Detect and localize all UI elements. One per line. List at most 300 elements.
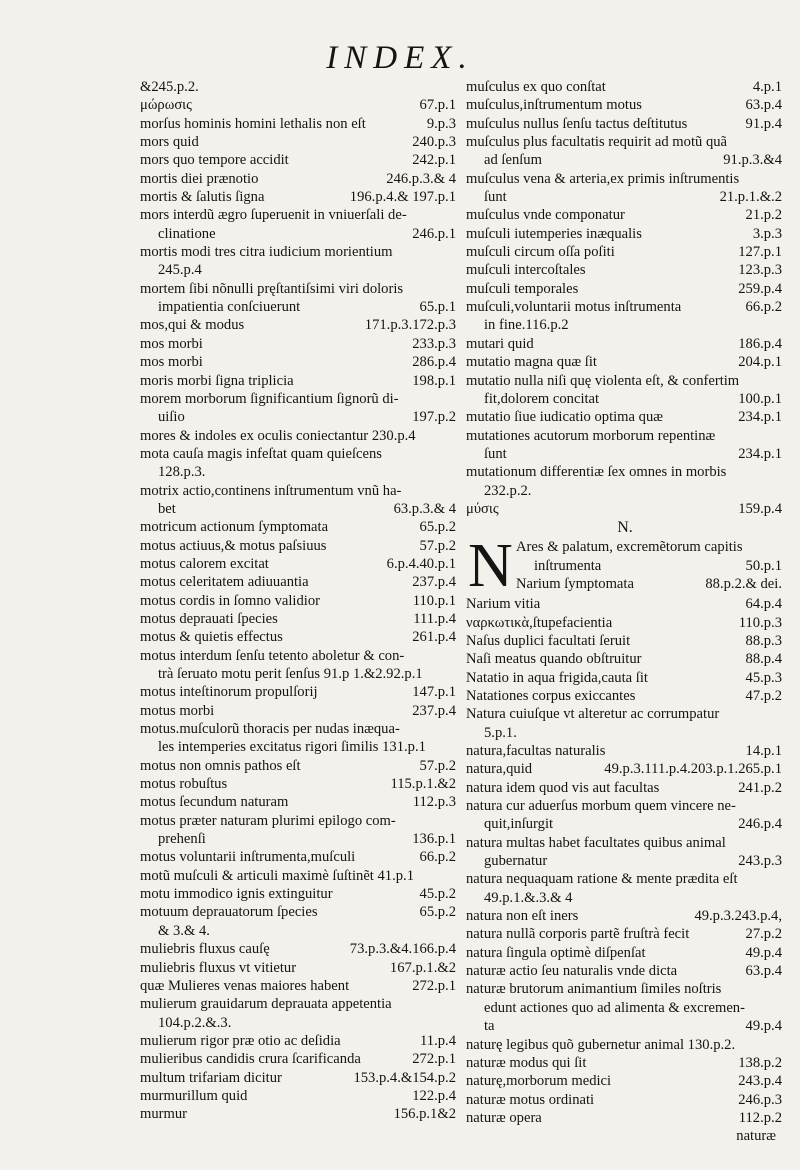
entry-text: μώρωσις [140,97,192,114]
entry-text: muſculi temporales [466,280,579,297]
entry-page-ref: 4.p.1 [752,79,782,95]
entry-text: mulierum grauidarum deprauata appetentia [140,996,392,1013]
index-entry [140,500,458,518]
entry-text: muſculi,voluntarii motus inſtrumenta [466,299,682,316]
entry-text: mos morbi [140,335,203,352]
entry-text: motus calorem excitat [140,555,269,572]
entry-text: prehenſi [158,831,206,848]
entry-text: mutationes acutorum morborum repentinæ [466,427,716,444]
entry-page-ref: 237.p.4 [412,574,456,591]
entry-page-ref: 88.p.2.& dei. [705,575,782,592]
entry-page-ref: 246.p.4 [738,816,782,833]
entry-text: motu immodico ignis extinguitur [140,886,333,903]
entry-page-ref: 167.p.1.&2 [389,959,456,976]
entry-text: &245.p.2. [140,79,199,95]
entry-text: naturę legibus quõ gubernetur animal 130.p.2. [466,1036,736,1053]
entry-text: naturæ opera [466,1109,542,1126]
index-entry [140,793,458,811]
index-entry [466,96,784,114]
index-entry [516,538,784,556]
index-entry [140,427,458,445]
entry-page-ref: 91.p.4 [745,115,782,132]
index-entry [140,757,458,775]
entry-text: fit,dolorem concitat [484,390,600,407]
index-entry [466,614,784,632]
entry-text: natura idem quod vis aut facultas [466,779,660,796]
index-entry [466,78,784,96]
entry-text: muſculus vnde componatur [466,207,625,224]
entry-text: Natationes corpus exiccantes [466,687,636,704]
entry-text: motuum deprauatorum ſpecies [140,904,318,921]
index-entry [466,687,784,705]
entry-page-ref: 138.p.2 [738,1054,782,1071]
entry-page-ref: 110.p.3 [738,614,782,631]
entry-page-ref: 65.p.2 [419,904,456,921]
entry-page-ref: 240.p.3 [412,134,456,151]
entry-text: natura ſingula optimè diſpenſat [466,944,646,961]
index-entry [140,390,458,408]
entry-text: motus & quietis effectus [140,629,283,646]
entry-page-ref: 153.p.4.&154.p.2 [353,1069,456,1086]
entry-text: naturæ brutorum animantium ſimiles noſtris [466,981,722,998]
index-entry [466,852,784,870]
entry-text: motus voluntarii inſtrumenta,muſculi [140,849,356,866]
index-entry [140,775,458,793]
entry-page-ref: 66.p.2 [419,849,456,866]
entry-page-ref: 234.p.1 [738,445,782,462]
index-entry [466,1072,784,1090]
entry-text: quit,inſurgit [484,816,554,833]
entry-text: mortem ſibi nõnulli pręſtantiſsimi viri doloris [140,280,404,297]
entry-text: motrix actio,continens inſtrumentum vnũ ha- [140,482,402,499]
entry-text: muliebris fluxus vt vitietur [140,959,297,976]
entry-text: Narium ſymptomata [516,575,634,592]
index-entry [140,96,458,114]
entry-text: 49.p.1.&.3.& 4 [484,889,573,906]
entry-text: natura,quid [466,761,533,778]
entry-page-ref: 237.p.4 [412,702,456,719]
entry-text: mores & indoles ex oculis coniectantur 230.p.4 [140,427,416,444]
entry-text: motus non omnis pathos eſt [140,757,301,774]
entry-text: Naſus duplici facultati ſeruit [466,632,631,649]
entry-page-ref: 127.p.1 [738,244,782,261]
entry-text: murmurillum quid [140,1087,248,1104]
entry-page-ref: 259.p.4 [738,280,782,297]
entry-text: motus morbi [140,702,215,719]
entry-text: mos,qui & modus [140,317,245,334]
index-entry [140,738,458,756]
entry-text: motus ſecundum naturam [140,794,289,811]
entry-text: mors quo tempore accidit [140,152,289,169]
index-entry [140,280,458,298]
index-entry [466,206,784,224]
index-entry [140,261,458,279]
dropcap-block [466,532,784,601]
right-column [466,78,784,1146]
entry-text: ναρκωτικὰ,ſtupefacientia [466,614,613,631]
index-entry [140,1014,458,1032]
index-entry [466,335,784,353]
index-entry [466,980,784,998]
index-entry [140,885,458,903]
index-entry [466,115,784,133]
entry-text: muliebris fluxus cauſę [140,941,270,958]
index-entry [466,225,784,243]
entry-text: mors interdũ ægro ſuperuenit in vniuerſali de- [140,207,407,224]
entry-text: naturę,morborum medici [466,1073,612,1090]
entry-text: in fine.116.p.2 [484,317,569,334]
index-entry [466,353,784,371]
index-entry [466,595,784,613]
entry-text: mulierum rigor præ otio ac deſidia [140,1032,341,1049]
entry-page-ref: 50.p.1 [745,557,782,574]
entry-text: motus deprauati ſpecies [140,610,278,627]
index-entry [466,261,784,279]
index-entry [140,1050,458,1068]
index-entry [140,592,458,610]
index-entry [466,151,784,169]
index-entry [140,573,458,591]
entry-page-ref: 45.p.3 [745,669,782,686]
index-entry [140,316,458,334]
entry-text: motus inteſtinorum propulſorij [140,684,318,701]
index-entry [466,779,784,797]
entry-page-ref: 272.p.1 [412,1051,456,1068]
entry-page-ref: 261.p.4 [412,629,456,646]
entry-text: motus actiuus,& motus paſsiuus [140,537,327,554]
index-entry [466,298,784,316]
index-entry [466,1091,784,1109]
index-entry [466,316,784,334]
entry-page-ref: 63.p.3.& 4 [393,500,456,517]
index-entry [140,225,458,243]
entry-page-ref: 234.p.1 [738,409,782,426]
index-entry [140,610,458,628]
entry-page-ref: 91.p.3.&4 [723,152,782,169]
entry-page-ref: 65.p.2 [419,519,456,536]
entry-page-ref: 156.p.1&2 [393,1106,456,1123]
entry-text: natura,facultas naturalis [466,743,606,759]
index-entry [140,408,458,426]
entry-page-ref: 63.p.4 [745,963,782,980]
index-entry [140,1105,458,1123]
index-entry [140,518,458,536]
entry-page-ref: 243.p.4 [738,1073,782,1090]
entry-page-ref: 147.p.1 [412,684,456,701]
index-entry [140,335,458,353]
entry-page-ref: 21.p.2 [745,207,782,224]
entry-text: naturæ motus ordinati [466,1091,595,1108]
entry-page-ref: 198.p.1 [412,372,456,389]
entry-text: inſtrumenta [534,557,602,574]
index-entry [466,1054,784,1072]
entry-text: mota cauſa magis infeſtat quam quieſcens [140,445,382,462]
index-entry [466,760,784,778]
entry-text: Natura cuiuſque vt alteretur ac corrumpatur [466,706,720,723]
entry-text: edunt actiones quo ad alimenta & excremen- [484,999,745,1016]
entry-text: mortis modi tres citra iudicium morientium [140,244,393,261]
entry-text: impatientia conſciuerunt [158,299,301,316]
entry-page-ref: 49.p.4 [745,944,782,961]
entry-text: Natatio in aqua frigida,cauta ſit [466,669,648,686]
index-entry [466,133,784,151]
entry-text: mortis diei prænotio [140,170,259,187]
entry-page-ref: 186.p.4 [738,335,782,352]
entry-page-ref: 3.p.3 [752,225,782,242]
entry-text: ad ſenſum [484,152,542,169]
index-entry [466,170,784,188]
entry-page-ref: 204.p.1 [738,354,782,371]
entry-text: Ares & palatum, excremẽtorum capitis [516,539,743,556]
entry-page-ref: 241.p.2 [738,779,782,796]
index-entry [140,482,458,500]
index-entry [466,724,784,742]
entry-page-ref: 88.p.3 [745,632,782,649]
page-title: INDEX. [326,40,474,76]
index-entry [466,188,784,206]
index-entry [140,353,458,371]
entry-page-ref: 64.p.4 [745,596,782,613]
index-entry [140,830,458,848]
entry-page-ref: 111.p.4 [413,610,456,627]
index-entry [140,78,458,96]
entry-page-ref: 21.p.1.&.2 [719,189,782,206]
index-entry [466,889,784,907]
index-entry [466,482,784,500]
entry-text: morſus hominis homini lethalis non eſt [140,115,366,132]
entry-page-ref: 112.p.2 [738,1109,782,1126]
entry-page-ref: 196.p.4.& 197.p.1 [349,189,456,206]
entry-page-ref: 45.p.2 [419,886,456,903]
entry-text: uiſio [158,409,185,426]
entry-page-ref: 65.p.1 [419,299,456,316]
entry-text: muſculus,inſtrumentum motus [466,97,642,114]
index-entry [516,557,784,575]
index-entry [140,206,458,224]
entry-page-ref: 123.p.3 [738,262,782,279]
index-entry [466,669,784,687]
entry-page-ref: 246.p.3.& 4 [386,170,456,187]
entry-text: morem morborum ſignificantium ſignorũ di- [140,390,399,407]
entry-text: mutatio magna quæ ſit [466,354,597,371]
index-entry [466,372,784,390]
entry-text: muſculi iutemperies inæqualis [466,225,642,242]
index-entry [140,940,458,958]
entry-text: multum trifariam dicitur [140,1069,282,1086]
index-entry [466,999,784,1017]
section-letter: N. [617,519,633,537]
index-entry [140,702,458,720]
entry-text: & 3.& 4. [158,922,210,939]
entry-text: mutatio ſiue iudicatio optima quæ [466,409,663,426]
entry-page-ref: 242.p.1 [412,152,456,169]
entry-text: muſculus vena & arteria,ex primis inſtrumentis [466,170,740,187]
entry-page-ref: 49.p.3.243.p.4, [694,908,782,925]
entry-text: μύσις [466,500,499,517]
entry-text: Naſi meatus quando obſtruitur [466,651,642,668]
entry-page-ref: 27.p.2 [745,926,782,943]
index-entry [466,243,784,261]
entry-text: muſculus ex quo conſtat [466,79,606,95]
catchword: naturæ [736,1128,776,1145]
index-entry [466,445,784,463]
index-entry [140,867,458,885]
entry-text: mors quid [140,134,199,151]
index-entry [466,705,784,723]
index-entry [466,944,784,962]
index-entry [140,922,458,940]
entry-text: motricum actionum ſymptomata [140,519,329,536]
entry-page-ref: 49.p.3.111.p.4.203.p.1.265.p.1 [604,761,782,778]
entry-text: natura multas habet facultates quibus animal [466,834,726,851]
entry-text: mos morbi [140,354,203,371]
index-entry [466,815,784,833]
entry-text: natura nequaquam ratione & mente prædita eſt [466,871,738,888]
dropcap-letter: N [468,532,513,601]
index-entry [140,133,458,151]
index-entry [140,537,458,555]
index-entry [466,427,784,445]
index-entry [140,445,458,463]
entry-text: 128.p.3. [158,464,206,481]
index-entry [466,650,784,668]
entry-text: ſunt [484,445,507,462]
entry-text: murmur [140,1106,188,1123]
entry-text: mutari quid [466,335,534,352]
index-entry [140,170,458,188]
index-entry [140,115,458,133]
entry-page-ref: 286.p.4 [412,354,456,371]
entry-page-ref: 9.p.3 [426,115,456,132]
index-entry [140,188,458,206]
entry-page-ref: 14.p.1 [745,743,782,759]
index-entry [140,812,458,830]
index-entry [140,1032,458,1050]
entry-text: muſculi circum oſſa poſiti [466,244,615,261]
index-entry [140,903,458,921]
entry-page-ref: 66.p.2 [745,299,782,316]
entry-text: motus robuſtus [140,776,228,793]
entry-page-ref: 115.p.1.&2 [390,776,456,793]
entry-page-ref: 88.p.4 [745,651,782,668]
entry-page-ref: 246.p.1 [412,225,456,242]
entry-text: motũ muſculi & articuli maximè ſuſtinẽt 41.p.1 [140,867,414,884]
index-entry [466,962,784,980]
index-entry [466,742,784,760]
index-entry [140,243,458,261]
index-entry [466,463,784,481]
index-entry [466,1109,784,1127]
index-entry [466,408,784,426]
entry-text: bet [158,500,176,517]
entry-page-ref: 47.p.2 [745,687,782,704]
entry-text: motus præter naturam plurimi epilogo com- [140,812,396,829]
entry-page-ref: 49.p.4 [745,1018,782,1035]
entry-page-ref: 159.p.4 [738,500,782,517]
entry-page-ref: 110.p.1 [412,592,456,609]
entry-page-ref: 122.p.4 [412,1087,456,1104]
index-entry [466,870,784,888]
entry-text: trà ſeruato motu perit ſenſus 91.p 1.&2.92.p.1 [158,666,423,682]
index-entry [140,372,458,390]
entry-page-ref: 11.p.4 [420,1032,456,1049]
index-entry [140,151,458,169]
entry-text: muſculus nullus ſenſu tactus deſtitutus [466,115,688,132]
entry-page-ref: 6.p.4.40.p.1 [386,555,456,572]
entry-text: motus cordis in ſomno validior [140,592,320,609]
index-entry [466,280,784,298]
entry-text: mulieribus candidis crura ſcarificanda [140,1051,361,1068]
index-entry [140,647,458,665]
entry-text: 5.p.1. [484,724,517,741]
index-entry [140,665,458,683]
entry-page-ref: 136.p.1 [412,831,456,848]
index-entry [140,720,458,738]
index-entry [140,959,458,977]
index-entry [466,1036,784,1054]
entry-text: natura nullã corporis partẽ fruſtrà fecit [466,926,690,943]
index-entry [140,1069,458,1087]
entry-text: motus.muſculorũ thoracis per nudas inæqua- [140,721,400,738]
entry-page-ref: 73.p.3.&4.166.p.4 [349,941,456,958]
entry-text: ta [484,1018,495,1035]
index-entry [516,575,784,593]
entry-page-ref: 67.p.1 [419,97,456,114]
entry-page-ref: 57.p.2 [419,537,456,554]
entry-text: muſculus plus facultatis requirit ad motũ quã [466,134,728,151]
index-entry [140,298,458,316]
entry-page-ref: 63.p.4 [745,97,782,114]
entry-text: 104.p.2.&.3. [158,1014,232,1031]
index-entry [466,797,784,815]
entry-text: mutatio nulla niſi quę violenta eſt, & confertim [466,372,740,389]
entry-text: 232.p.2. [484,482,532,499]
index-entry [140,683,458,701]
entry-text: mortis & ſalutis ſigna [140,189,265,206]
index-entry [140,463,458,481]
index-entry [140,555,458,573]
entry-text: clinatione [158,225,216,242]
entry-text: mutationum differentiæ ſex omnes in morbis [466,464,727,481]
entry-text: naturæ actio ſeu naturalis vnde dicta [466,963,678,980]
entry-page-ref: 272.p.1 [412,977,456,994]
entry-text: motus interdum ſenſu tetento aboletur & con- [140,647,405,664]
index-entry [466,390,784,408]
entry-text: 245.p.4 [158,262,202,279]
entry-text: natura cur aduerſus morbum quem vincere ne- [466,798,736,815]
entry-text: naturæ modus qui ſit [466,1054,587,1071]
entry-page-ref: 246.p.3 [738,1091,782,1108]
index-entry [466,925,784,943]
left-column [140,78,458,1124]
index-entry [466,632,784,650]
index-entry [466,834,784,852]
entry-text: natura non eſt iners [466,908,579,925]
entry-page-ref: 243.p.3 [738,853,782,870]
entry-page-ref: 57.p.2 [419,757,456,774]
entry-text: moris morbi ſigna triplicia [140,372,294,389]
entry-text: muſculi intercoſtales [466,262,586,279]
index-entry [466,500,784,518]
entry-text: motus celeritatem adiuuantia [140,574,309,591]
entry-text: quæ Mulieres venas maiores habent [140,977,350,994]
entry-text: Narium vitia [466,596,541,613]
index-entry [140,995,458,1013]
index-entry [466,1017,784,1035]
index-entry [140,628,458,646]
entry-text: gubernatur [484,853,548,870]
entry-page-ref: 233.p.3 [412,335,456,352]
